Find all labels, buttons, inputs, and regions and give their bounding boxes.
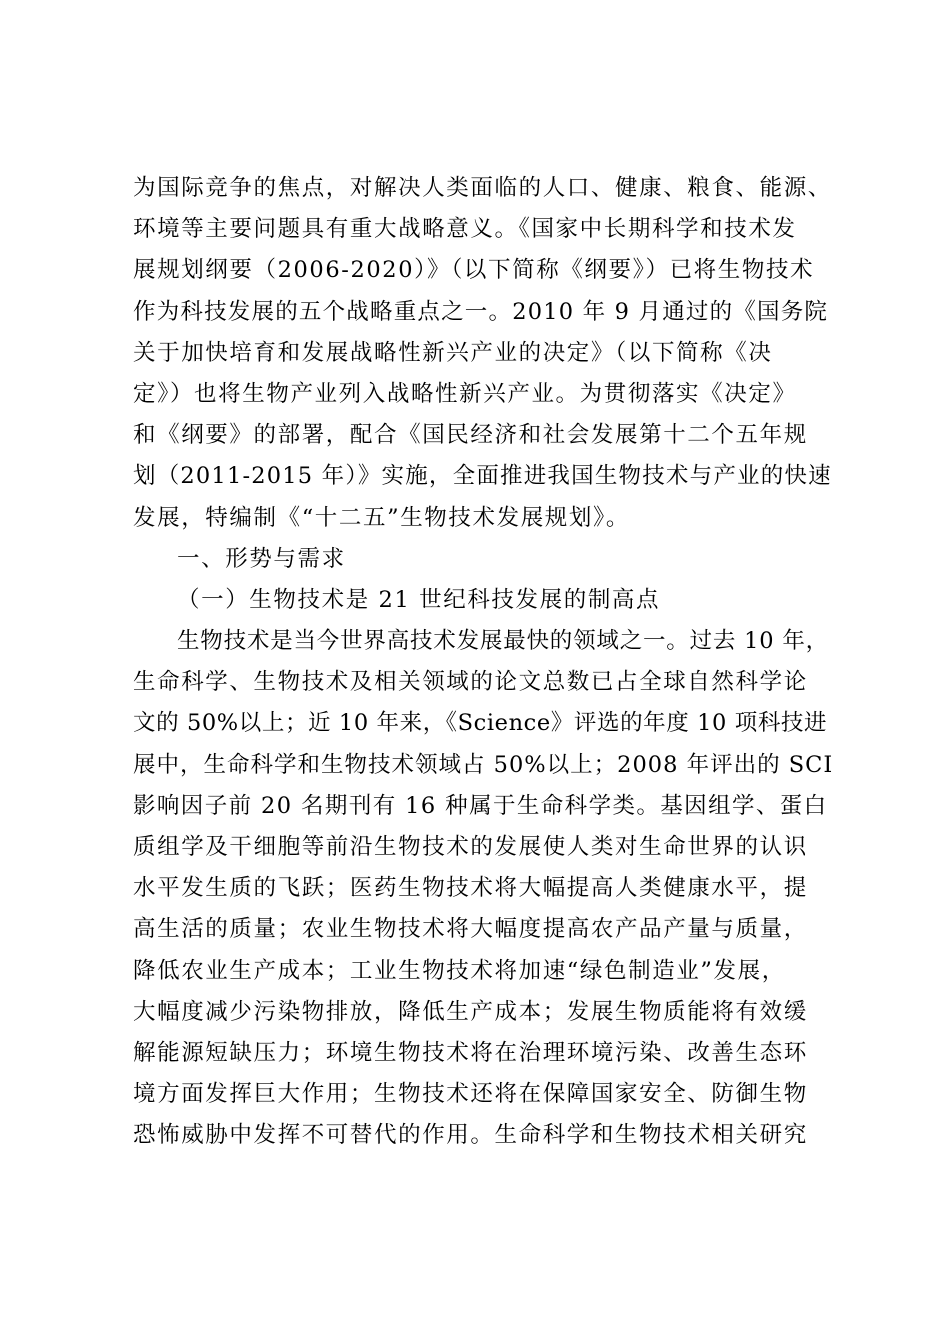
text-line: 生物技术是当今世界高技术发展最快的领域之一。过去 10 年， bbox=[177, 628, 829, 655]
text-line: 和《纲要》的部署，配合《国民经济和社会发展第十二个五年规 bbox=[133, 422, 808, 449]
text-line: 水平发生质的飞跃；医药生物技术将大幅提高人类健康水平，提 bbox=[133, 875, 808, 902]
text-line: 生命科学、生物技术及相关领域的论文总数已占全球自然科学论 bbox=[133, 669, 808, 696]
text-line: 质组学及干细胞等前沿生物技术的发展使人类对生命世界的认识 bbox=[133, 834, 808, 860]
section-heading: 一、形势与需求 bbox=[177, 545, 346, 572]
text-line: 展规划纲要（2006-2020）》（以下简称《纲要》）已将生物技术 bbox=[133, 257, 815, 284]
subsection-heading: （一）生物技术是 21 世纪科技发展的制高点 bbox=[177, 586, 661, 613]
text-line: 定》）也将生物产业列入战略性新兴产业。为贯彻落实《决定》 bbox=[133, 380, 797, 407]
body-text bbox=[133, 168, 833, 1157]
text-line: 划（2011-2015 年）》实施，全面推进我国生物技术与产业的快速 bbox=[133, 463, 832, 490]
text-line: 境方面发挥巨大作用；生物技术还将在保障国家安全、防御生物 bbox=[133, 1081, 808, 1108]
text-line: 高生活的质量；农业生物技术将大幅度提高农产品产量与质量， bbox=[133, 916, 808, 943]
text-line: 环境等主要问题具有重大战略意义。《国家中长期科学和技术发 bbox=[133, 216, 797, 243]
text-line: 文的 50%以上；近 10 年来，《Science》评选的年度 10 项科技进 bbox=[133, 710, 828, 737]
text-line: 解能源短缺压力；环境生物技术将在治理环境污染、改善生态环 bbox=[133, 1039, 808, 1066]
text-line: 恐怖威胁中发挥不可替代的作用。生命科学和生物技术相关研究 bbox=[133, 1122, 808, 1149]
text-line: 降低农业生产成本；工业生物技术将加速“绿色制造业”发展， bbox=[133, 957, 786, 984]
text-line: 关于加快培育和发展战略性新兴产业的决定》（以下简称《决 bbox=[133, 339, 773, 366]
text-line: 为国际竞争的焦点，对解决人类面临的人口、健康、粮食、能源、 bbox=[133, 175, 832, 201]
text-line: 作为科技发展的五个战略重点之一。2010 年 9 月通过的《国务院 bbox=[133, 298, 829, 325]
text-line: 发展，特编制《“十二五”生物技术发展规划》。 bbox=[133, 504, 630, 531]
text-line: 展中，生命科学和生物技术领域占 50%以上；2008 年评出的 SCI bbox=[133, 751, 834, 778]
text-line: 影响因子前 20 名期刊有 16 种属于生命科学类。基因组学、蛋白 bbox=[133, 792, 828, 819]
text-line: 大幅度减少污染物排放，降低生产成本；发展生物质能将有效缓 bbox=[133, 998, 808, 1025]
